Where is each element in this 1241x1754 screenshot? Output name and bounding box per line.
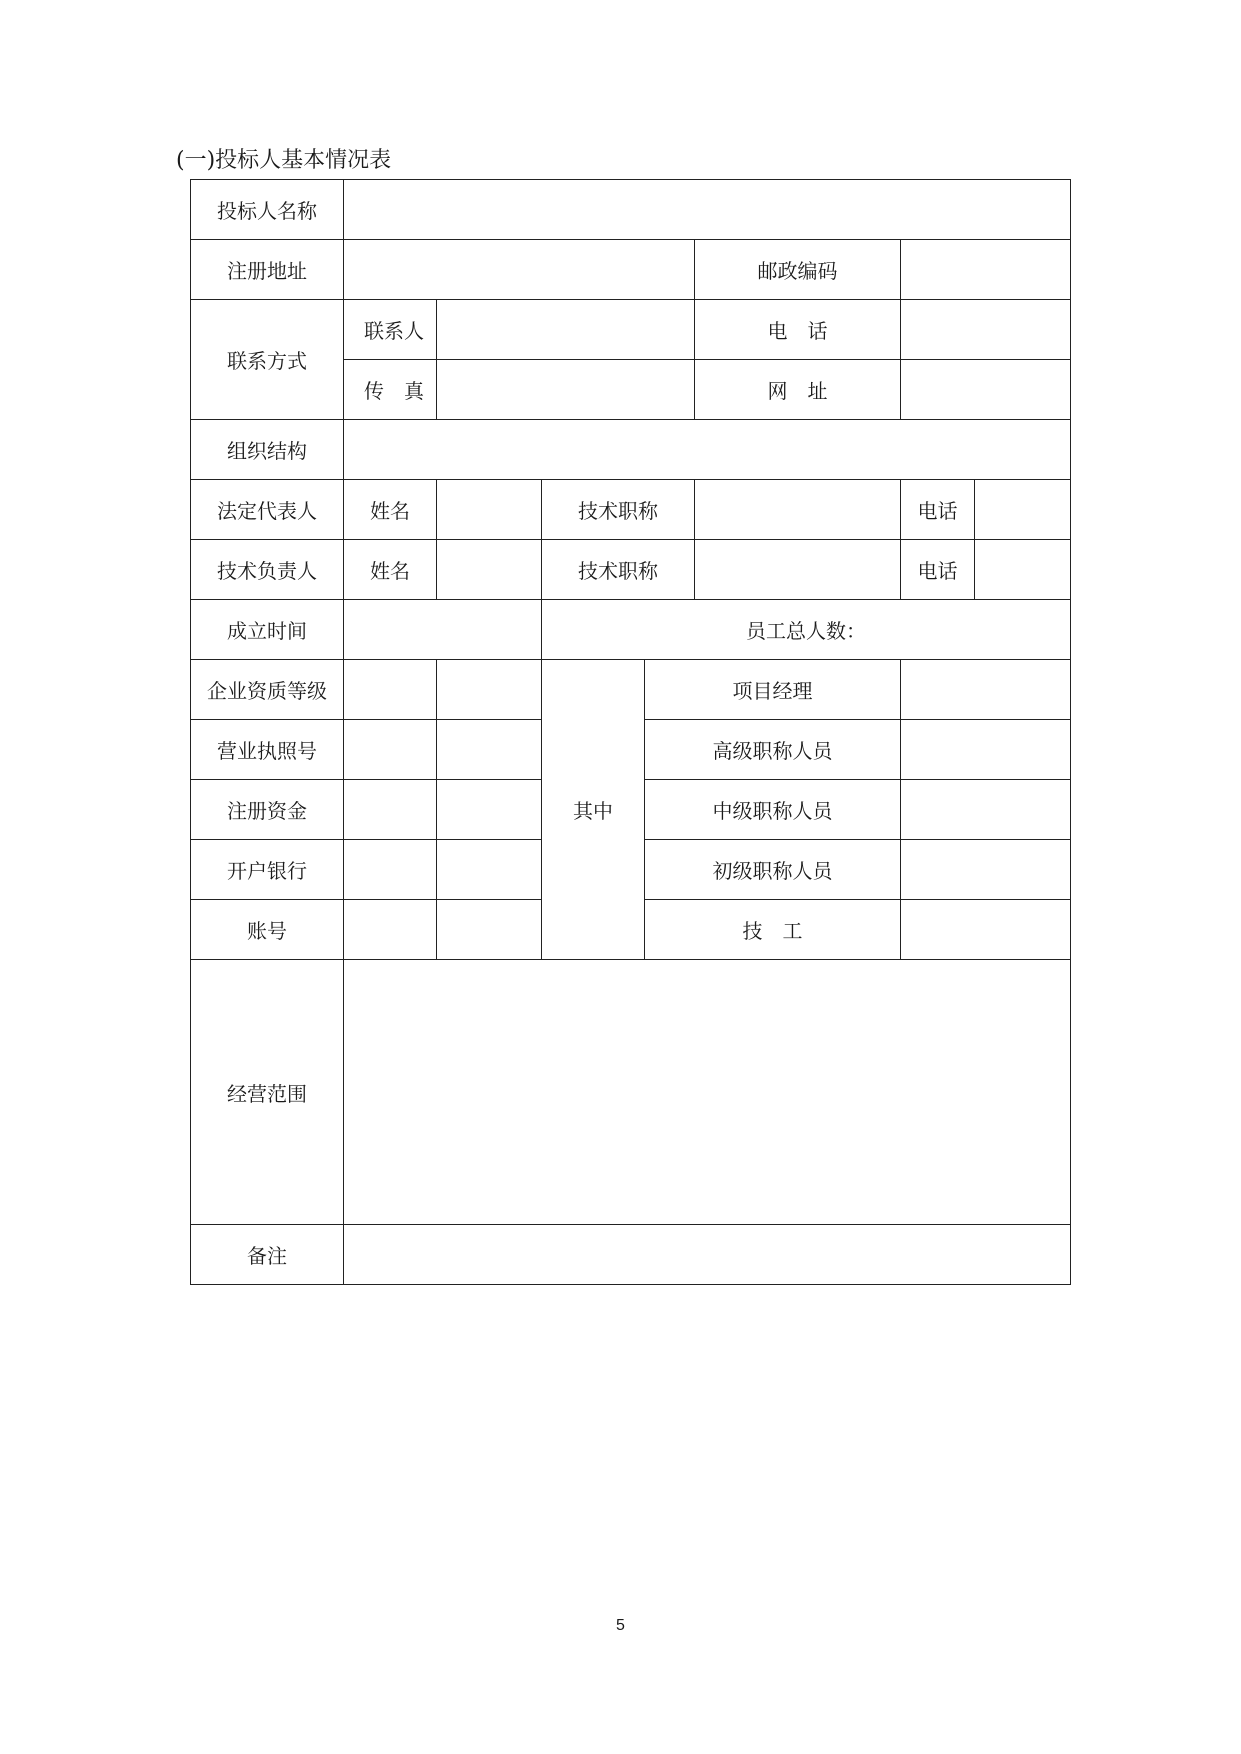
label-technician: 技 工 <box>645 900 901 960</box>
row-registered-address <box>191 240 1071 300</box>
label-of-which: 其中 <box>542 660 645 960</box>
label-senior-title: 高级职称人员 <box>645 720 901 780</box>
field-tech-lead-name[interactable] <box>437 540 542 600</box>
label-junior-title: 初级职称人员 <box>645 840 901 900</box>
field-remarks[interactable] <box>344 1225 1071 1285</box>
field-project-manager[interactable] <box>901 660 1071 720</box>
label-established: 成立时间 <box>191 600 344 660</box>
field-established[interactable] <box>344 600 542 660</box>
label-contact-phone: 电 话 <box>695 300 901 360</box>
label-org-structure: 组织结构 <box>191 420 344 480</box>
field-capital-b[interactable] <box>437 780 542 840</box>
field-business-scope[interactable] <box>344 960 1071 1225</box>
field-capital-a[interactable] <box>344 780 437 840</box>
field-license-b[interactable] <box>437 720 542 780</box>
field-bidder-name[interactable] <box>344 180 1071 240</box>
field-bank-b[interactable] <box>437 840 542 900</box>
label-legal-rep-phone: 电话 <box>901 480 975 540</box>
label-business-scope: 经营范围 <box>191 960 344 1225</box>
label-registered-address: 注册地址 <box>191 240 344 300</box>
label-remarks: 备注 <box>191 1225 344 1285</box>
field-bank-a[interactable] <box>344 840 437 900</box>
field-website[interactable] <box>901 360 1071 420</box>
label-tech-lead-title: 技术职称 <box>542 540 695 600</box>
label-tech-lead-name: 姓名 <box>344 540 437 600</box>
label-postal-code: 邮政编码 <box>695 240 901 300</box>
label-legal-rep: 法定代表人 <box>191 480 344 540</box>
field-contact-person[interactable] <box>437 300 695 360</box>
field-senior-title[interactable] <box>901 720 1071 780</box>
row-qualification <box>191 660 1071 720</box>
row-contact-1 <box>191 300 1071 360</box>
field-mid-title[interactable] <box>901 780 1071 840</box>
label-fax: 传 真 <box>344 360 437 420</box>
label-contact-person: 联系人 <box>344 300 437 360</box>
label-legal-rep-title: 技术职称 <box>542 480 695 540</box>
field-tech-lead-title[interactable] <box>695 540 901 600</box>
label-contact-method: 联系方式 <box>191 300 344 420</box>
label-bank: 开户银行 <box>191 840 344 900</box>
field-legal-rep-phone[interactable] <box>975 480 1071 540</box>
row-legal-rep <box>191 480 1071 540</box>
field-account-a[interactable] <box>344 900 437 960</box>
label-bidder-name: 投标人名称 <box>191 180 344 240</box>
form-heading: (一)投标人基本情况表 <box>176 148 392 173</box>
field-qualification-a[interactable] <box>344 660 437 720</box>
field-postal-code[interactable] <box>901 240 1071 300</box>
label-tech-lead-phone: 电话 <box>901 540 975 600</box>
page-number: 5 <box>616 1617 625 1634</box>
row-business-scope <box>191 960 1071 1225</box>
field-contact-phone[interactable] <box>901 300 1071 360</box>
field-technician[interactable] <box>901 900 1071 960</box>
field-legal-rep-title[interactable] <box>695 480 901 540</box>
label-qualification: 企业资质等级 <box>191 660 344 720</box>
field-fax[interactable] <box>437 360 695 420</box>
field-org-structure[interactable] <box>344 420 1071 480</box>
field-tech-lead-phone[interactable] <box>975 540 1071 600</box>
row-bidder-name <box>191 180 1071 240</box>
label-license-no: 营业执照号 <box>191 720 344 780</box>
label-mid-title: 中级职称人员 <box>645 780 901 840</box>
field-qualification-b[interactable] <box>437 660 542 720</box>
row-established <box>191 600 1071 660</box>
label-registered-capital: 注册资金 <box>191 780 344 840</box>
label-account: 账号 <box>191 900 344 960</box>
label-total-staff: 员工总人数： <box>542 600 1071 660</box>
field-license-a[interactable] <box>344 720 437 780</box>
label-tech-lead: 技术负责人 <box>191 540 344 600</box>
field-junior-title[interactable] <box>901 840 1071 900</box>
field-registered-address[interactable] <box>344 240 695 300</box>
bidder-info-table <box>190 179 1071 1285</box>
label-website: 网 址 <box>695 360 901 420</box>
label-project-manager: 项目经理 <box>645 660 901 720</box>
row-org-structure <box>191 420 1071 480</box>
field-legal-rep-name[interactable] <box>437 480 542 540</box>
row-tech-lead <box>191 540 1071 600</box>
row-remarks <box>191 1225 1071 1285</box>
label-legal-rep-name: 姓名 <box>344 480 437 540</box>
field-account-b[interactable] <box>437 900 542 960</box>
